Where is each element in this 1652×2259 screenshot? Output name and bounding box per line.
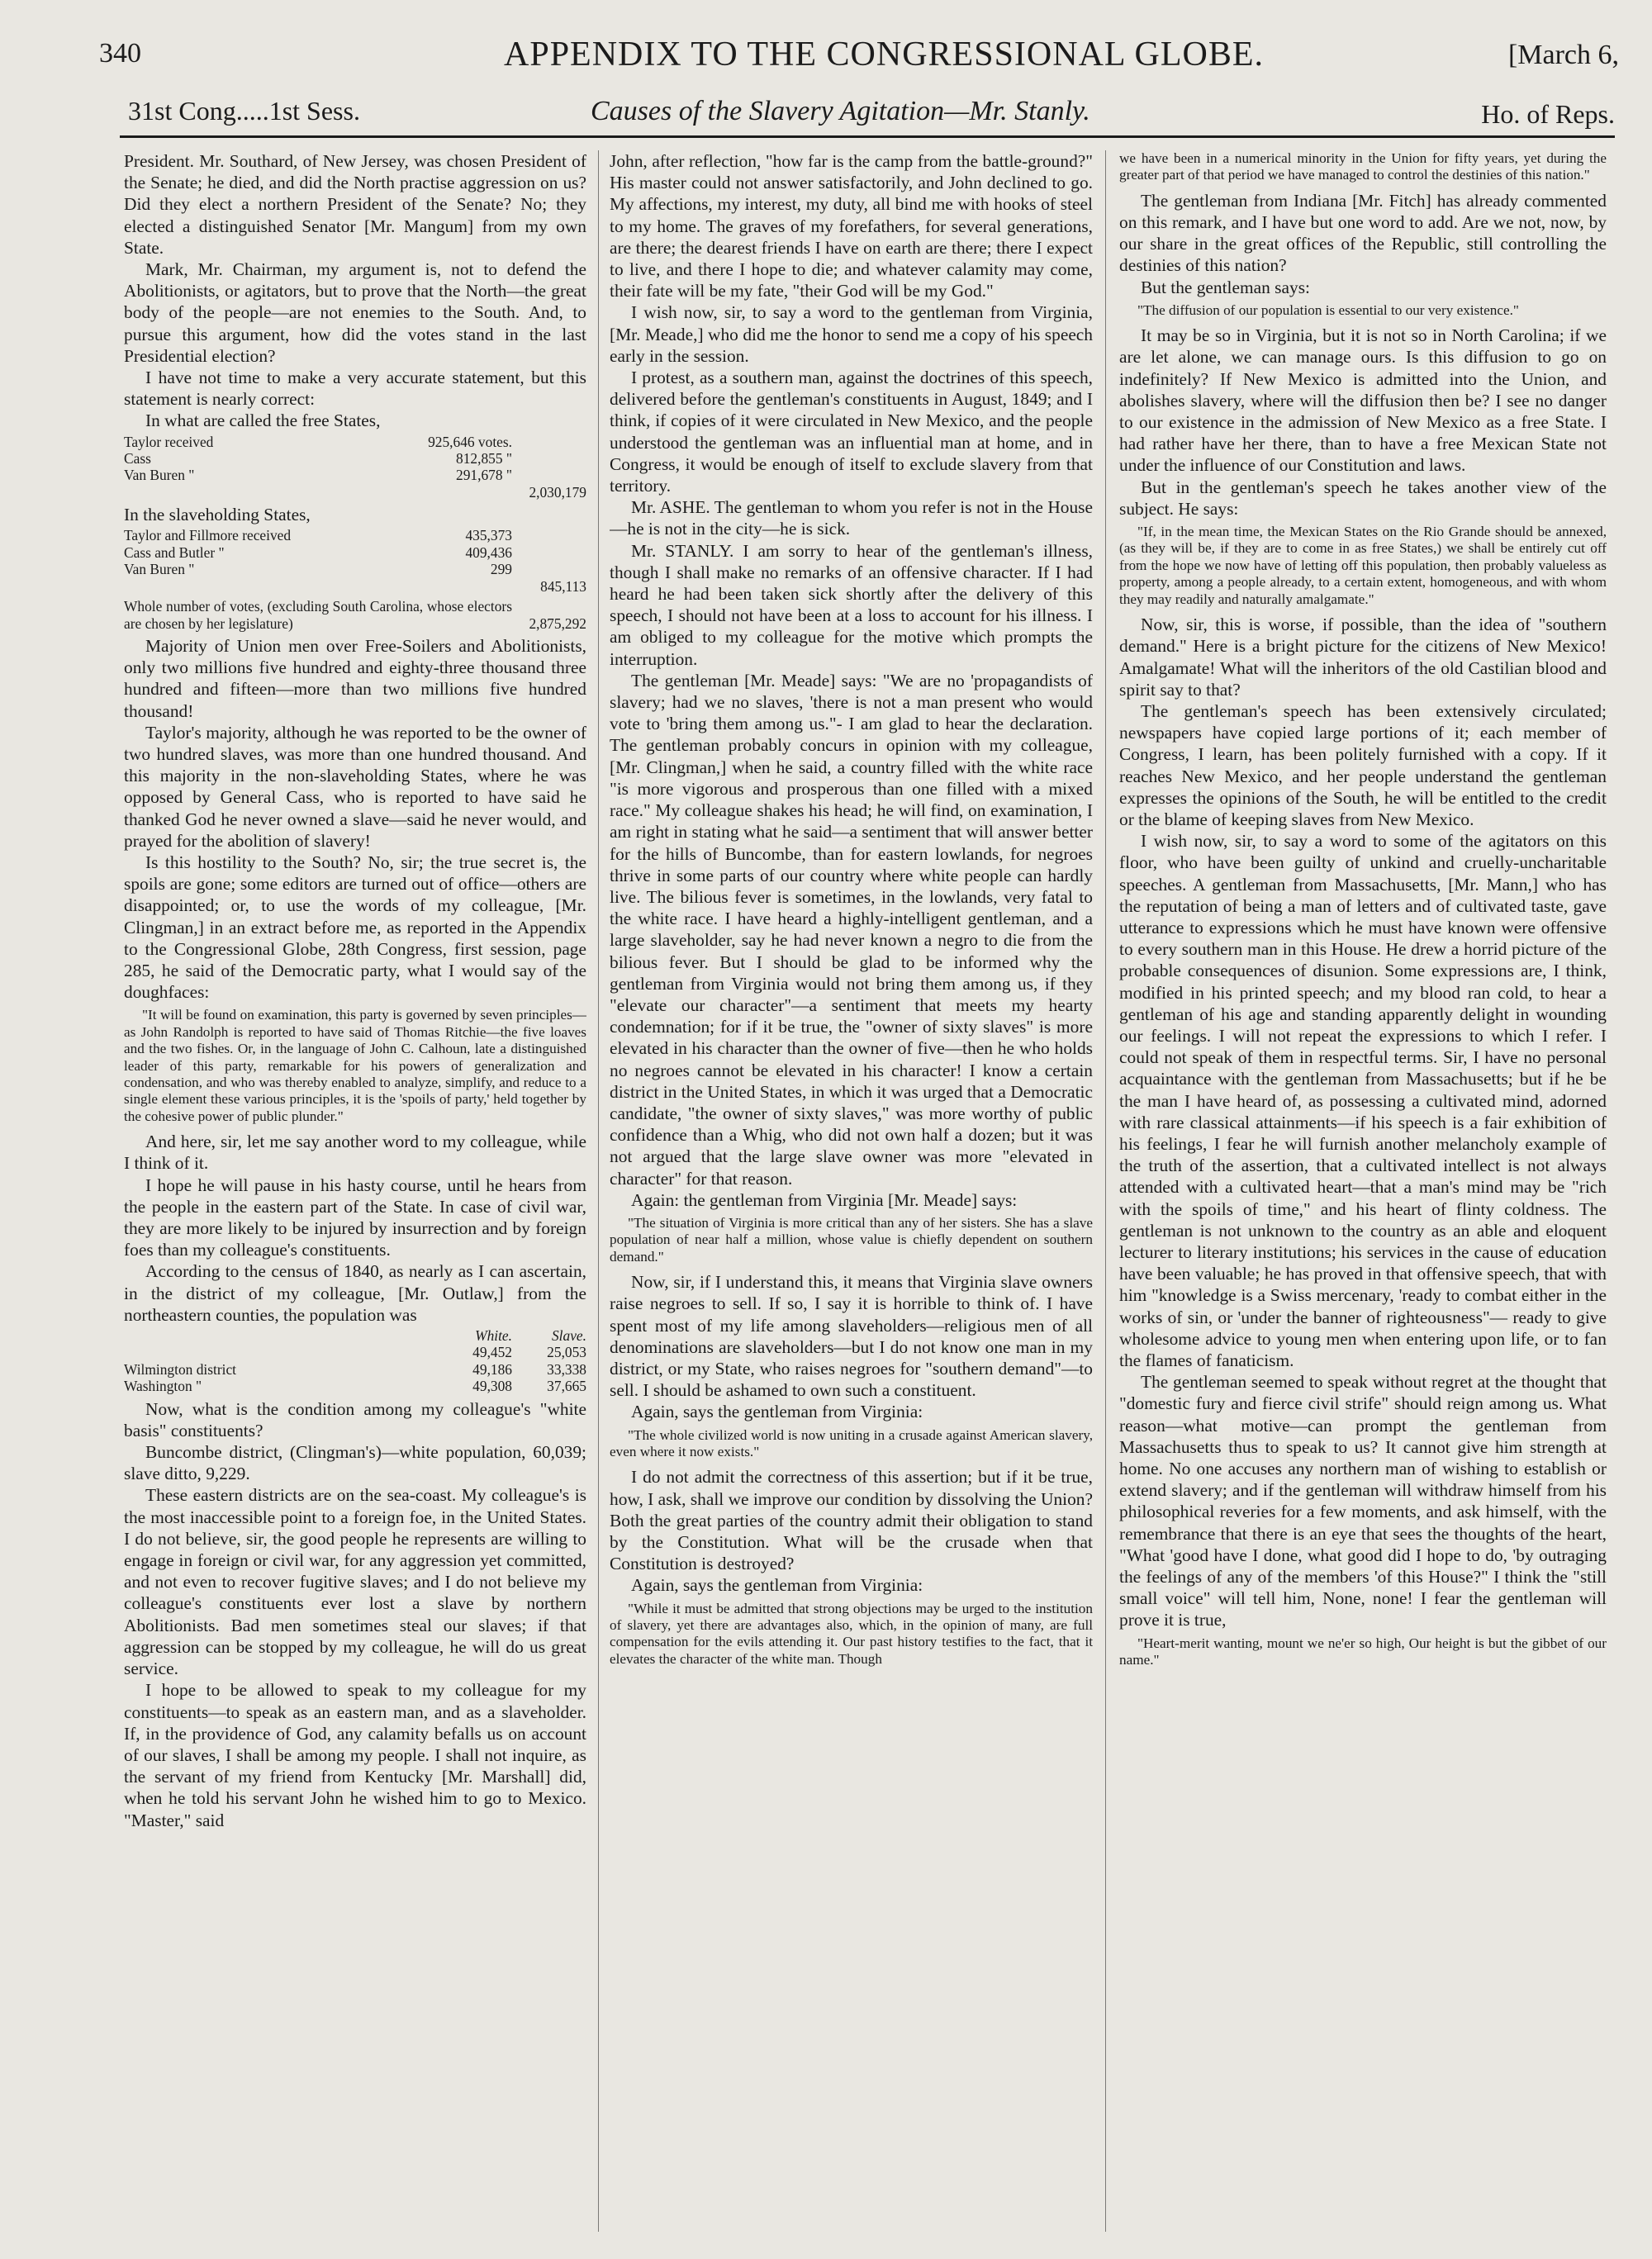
slave-states-table bbox=[124, 527, 586, 595]
column-3 bbox=[1119, 150, 1607, 2240]
vote-count: 299 bbox=[490, 561, 512, 578]
column-header: White. bbox=[475, 1327, 512, 1345]
paragraph: I wish now, sir, to say a word to some of the agitators on this floor, who have been guilty of unkind and cruelly-uncharitable speeches. A gentleman from Massachusetts, [Mr. Mann,] who has the reputation of being a man of letters and of cultivated taste, gave utterance to expressions which he must have known were offensive to every southern man in this House. He drew a horrid picture of the probable consequences of disunion. Some expressions are, I think, modified in his printed speech; and my blood ran cold, to hear a gentleman of his age and standing apparently delight in wounding our feelings. I will not repeat the expressions to which I refer. I could not speak of them in respectful terms. Sir, I have no personal acquaintance with the gentleman from Massachusetts; but if he be the man I have heard of, as possessing a cultivated mind, adorned with rare classical attainments—if his speech is a fair exhibition of his feelings, I fear he will furnish another melancholy example of the truth of the assertion, that a cultivated intellect is not always attended with a cultivated heart—that a man's mind may be "rich with the spoils of time," and his heart of flinty coldness. The gentleman is not unknown to the country as an able and eloquent lecturer to literary institutions; his services in the cause of education have been valuable; he has proved in that offensive speech, that with him "knowledge is a Swiss mercenary, 'ready to combat either in the works of sin, or 'under the banner of righteousness"— ready to give wholesome advice to young men when entering upon life, or to fan the flames of fanaticism. bbox=[1119, 831, 1607, 1370]
paragraph: Mark, Mr. Chairman, my argument is, not to defend the Abolitionists, or agitators, but to prove that the North—the great body of the people—are not enemies to the South. And, to pursue this argument, how did the votes stand in the last Presidential election? bbox=[124, 259, 586, 366]
table-row bbox=[124, 484, 586, 501]
table-row bbox=[124, 527, 586, 543]
table-row bbox=[124, 1378, 586, 1394]
vote-count: 925,646 votes. bbox=[428, 433, 512, 450]
slave-states-total: 845,113 bbox=[540, 577, 586, 595]
table-header-row bbox=[124, 1327, 586, 1344]
candidate-label: Taylor received bbox=[124, 433, 214, 450]
district-label: Wilmington district bbox=[124, 1360, 236, 1378]
column-2 bbox=[610, 150, 1093, 2240]
candidate-label: Cass bbox=[124, 450, 151, 467]
table-row bbox=[124, 467, 586, 483]
paragraph: I hope he will pause in his hasty course, until he hears from the people in the eastern part of the State. In case of civil war, they are more likely to be injured by insurrection and by foreign foes than my colleague's constituents. bbox=[124, 1175, 586, 1260]
slave-states-heading: In the slaveholding States, bbox=[124, 505, 311, 525]
paragraph: But the gentleman says: bbox=[1141, 277, 1310, 297]
vote-count: 409,436 bbox=[465, 543, 512, 561]
white-count: 49,186 bbox=[472, 1360, 512, 1378]
vote-count: 435,373 bbox=[465, 527, 512, 544]
free-states-table bbox=[124, 434, 586, 501]
free-states-heading: In what are called the free States, bbox=[145, 411, 381, 431]
white-count: 49,452 bbox=[472, 1344, 512, 1361]
paragraph: President. Mr. Southard, of New Jersey, was chosen President of the Senate; he died, and did the North practise aggression on us? Did they elect a northern President of the Senate? No; they elected a distinguished Senator [Mr. Mangum] from my own State. bbox=[124, 151, 586, 258]
block-quote: "The diffusion of our population is essential to our very existence." bbox=[1137, 301, 1519, 318]
article-topic: Causes of the Slavery Agitation—Mr. Stanly. bbox=[591, 96, 1090, 126]
district-label: Washington " bbox=[124, 1378, 202, 1395]
slave-count: 25,053 bbox=[547, 1344, 586, 1361]
paragraph: Now, sir, this is worse, if possible, than the idea of "southern demand." Here is a bright picture for the citizens of New Mexico! Amalgamate! What will the inheritors of the old Castilian blood and spirit say to that? bbox=[1119, 615, 1607, 700]
vote-count: 812,855 " bbox=[456, 450, 512, 467]
paragraph: Now, what is the condition among my colleague's "white basis" constituents? bbox=[124, 1398, 586, 1440]
paragraph: And here, sir, let me say another word to my colleague, while I think of it. bbox=[124, 1132, 586, 1174]
census-table bbox=[124, 1327, 586, 1395]
paragraph: Majority of Union men over Free-Soilers and Abolitionists, only two millions five hundred and eighty-three thousand three hundred and fifteen—more than two millions five hundred thousand! bbox=[124, 635, 586, 721]
table-row bbox=[124, 598, 586, 632]
candidate-label: Van Buren " bbox=[124, 467, 195, 484]
whole-vote-label: Whole number of votes, (excluding South Carolina, whose electors are chosen by her legislature) bbox=[124, 598, 512, 632]
column-rule bbox=[598, 150, 599, 2232]
table-row bbox=[124, 1361, 586, 1378]
paragraph: The gentleman [Mr. Meade] says: "We are no 'propagandists of slavery; had we no slaves, 'there is not a man present who would vote to 'bring them among us."- I am glad to hear the declaration. The gentleman probably concurs in opinion with my colleague, [Mr. Clingman,] when he said, a country filled with the white race "is more vigorous and prosperous than one filled with a mixed race." My colleague shakes his head; he will find, on examination, I am right in stating what he said—a sentiment that will answer better for the hills of Buncombe, than for eastern lowlands, for negroes thrive in some parts of our country where white people can hardly live. The bilious fever is sometimes, in the lowlands, very fatal to the white race. I have heard a highly-intelligent gentleman, and a large slaveholder, say he had never known a negro to die from the bilious fever. But I should be glad to be informed why the gentleman from Virginia would not bring them among us, if they "elevate our character"—a sentiment that meets my hearty condemnation; for if it be true, the "owner of sixty slaves" is more elevated in his character than the owner of five—then he who holds no negroes cannot be elevated in his character! I know a certain district in the United States, in which it was urged that a Democratic candidate, "the owner of sixty slaves," was more worthy of public confidence than a Whig, who did not own half a dozen; but it was not argued that the large slave owner was more "elevated in character" for that reason. bbox=[610, 670, 1093, 1189]
paragraph: Again: the gentleman from Virginia [Mr. Meade] says: bbox=[631, 1189, 1018, 1210]
whole-vote-total: 2,875,292 bbox=[529, 615, 586, 632]
publication-title: APPENDIX TO THE CONGRESSIONAL GLOBE. bbox=[504, 36, 1264, 74]
paragraph: Now, sir, if I understand this, it means that Virginia slave owners raise negroes to sell. If so, I say it is horrible to think of. I have spent most of my life among slaveholders—religious men of all denominations are slaveholders—but I do not know one man in my district, or my State, who raises negroes for "southern demand"—to sell. I should be ashamed to own such a constituent. bbox=[610, 1272, 1093, 1401]
table-row bbox=[124, 544, 586, 561]
table-row bbox=[124, 1344, 586, 1360]
house-label: Ho. of Reps. bbox=[1481, 99, 1615, 129]
paragraph: Taylor's majority, although he was reported to be the owner of two hundred slaves, was more than one hundred thousand. And this majority in the non-slaveholding States, where he was opposed by General Cass, who is reported to have said he thanked God he never owned a slave—said he never would, and prayed for the abolition of slavery! bbox=[124, 722, 586, 851]
vote-count: 291,678 " bbox=[456, 467, 512, 484]
block-quote: "If, in the mean time, the Mexican States on the Rio Grande should be annexed, (as they will be, if they are to come in as free States,) we shall be entirely cut off from the hope we now have of letting off this population, then probably valueless as property, among a people already, to a certain extent, homogeneous, and with whom they may readily and naturally amalgamate." bbox=[1119, 524, 1607, 607]
paragraph: These eastern districts are on the sea-coast. My colleague's is the most inaccessible point to a foreign foe, in the United States. I do not believe, sir, the good people he represents are willing to engage in foreign or civil war, for any aggression yet committed, and not even to recover fugitive slaves; and I do not believe my colleague's constituents ever lost a slave by northern Abolitionists. Bad men sometimes steal our slaves; if that aggression can be stopped by my colleague, he will do us great service. bbox=[124, 1485, 586, 1679]
paragraph: The gentleman from Indiana [Mr. Fitch] has already commented on this remark, and I have but one word to add. Are we not, now, by our share in the great offices of the Republic, still controlling the destinies of this nation? bbox=[1119, 190, 1607, 276]
slave-count: 37,665 bbox=[547, 1378, 586, 1395]
block-quote: "The whole civilized world is now uniting in a crusade against American slavery, even where it now exists." bbox=[610, 1426, 1093, 1459]
masthead bbox=[99, 31, 1619, 81]
paragraph: I wish now, sir, to say a word to the gentleman from Virginia, [Mr. Meade,] who did me the honor to send me a copy of his speech early in the session. bbox=[610, 302, 1093, 366]
paragraph: It may be so in Virginia, but it is not so in North Carolina; if we are let alone, we can manage ours. Is this diffusion to go on indefinitely? If New Mexico is admitted into the Union, and abolishes slavery, where will the diffusion then be? I see no danger to our existence in the admission of New Mexico as a free State. I had rather have her there, than to have a free Mexican State not under the influence of our Constitution and laws. bbox=[1119, 325, 1607, 476]
block-quote: "While it must be admitted that strong objections may be urged to the institution of slavery, yet there are advantages also, which, in the opinion of many, are full compensation for the evils attending it. Our past history testifies to the fact, that it elevates the character of the white man. Though bbox=[610, 1600, 1093, 1667]
table-row bbox=[124, 450, 586, 467]
column-rule bbox=[1105, 150, 1106, 2232]
white-count: 49,308 bbox=[472, 1378, 512, 1395]
paragraph: The gentleman seemed to speak without regret at the thought that "domestic fury and fierce civil strife" should reign among us. What reason—what motive—can prompt the gentleman from Massachusetts thus to speak to us? It cannot give him strength at home. No one accuses any northern man of wishing to establish or extend slavery; and if the gentleman will withdraw himself from his philosophical reveries for a few moments, and ask himself, with the remembrance that there is an eye that sees the thoughts of the heart, "What 'good have I done, what good did I hope to do, 'by outraging the feelings of any of the members 'of this House?" I think the "still small voice" will tell him, None, none! I fear the gentleman will prove it is true, bbox=[1119, 1372, 1607, 1630]
candidate-label: Cass and Butler " bbox=[124, 543, 225, 561]
paragraph: Buncombe district, (Clingman's)—white population, 60,039; slave ditto, 9,229. bbox=[124, 1442, 586, 1484]
free-states-total: 2,030,179 bbox=[529, 483, 586, 501]
whole-vote-table bbox=[124, 598, 586, 632]
paragraph: Is this hostility to the South? No, sir; the true secret is, the spoils are gone; some editors are turned out of office—others are disappointed; or, to use the words of my colleague, [Mr. Clingman,] in an extract before me, as reported in the Appendix to the Congressional Globe, 28th Congress, first session, page 285, he said of the Democratic party, what I would say of the doughfaces: bbox=[124, 852, 586, 1003]
session-label: 31st Cong.....1st Sess. bbox=[128, 96, 360, 126]
column-header: Slave. bbox=[551, 1327, 586, 1345]
column-1 bbox=[124, 150, 586, 2240]
page-number: 340 bbox=[99, 38, 141, 69]
table-row bbox=[124, 578, 586, 595]
candidate-label: Taylor and Fillmore received bbox=[124, 527, 292, 544]
paragraph: But in the gentleman's speech he takes another view of the subject. He says: bbox=[1119, 477, 1607, 519]
paragraph: John, after reflection, "how far is the camp from the battle-ground?" His master could not answer satisfactorily, and John declined to go. My affections, my interest, my duty, all bind me with hooks of steel to my home. The graves of my forefathers, for several generations, are there; the dearest friends I have on earth are there; there I expect to live, and there I hope to die; and whatever calamity may come, their fate will be my fate, "their God will be my God." bbox=[610, 151, 1093, 301]
paragraph: I have not time to make a very accurate statement, but this statement is nearly correct: bbox=[124, 368, 586, 410]
table-row bbox=[124, 434, 586, 450]
paragraph: Mr. STANLY. I am sorry to hear of the gentleman's illness, though I shall make no remarks of an offensive character. If I had heard he had been taken sick shortly after the delivery of this speech, I should not have been at a loss to account for his illness. I am obliged to my colleague for the motive which prompts the interruption. bbox=[610, 540, 1093, 669]
paragraph: According to the census of 1840, as nearly as I can ascertain, in the district of my colleague, [Mr. Outlaw,] from the northeastern counties, the population was bbox=[124, 1261, 586, 1325]
paragraph: I do not admit the correctness of this assertion; but if it be true, how, I ask, shall we improve our condition by dissolving the Union? Both the great parties of the country admit their obligation to stand by the Constitution. What will be the crusade when that Constitution is destroyed? bbox=[610, 1467, 1093, 1574]
table-row bbox=[124, 561, 586, 577]
candidate-label: Van Buren " bbox=[124, 561, 195, 578]
paragraph: Again, says the gentleman from Virginia: bbox=[631, 1402, 923, 1422]
issue-date: [March 6, bbox=[1507, 40, 1619, 70]
slave-count: 33,338 bbox=[547, 1360, 586, 1378]
district-label bbox=[124, 1344, 411, 1360]
paragraph: Mr. ASHE. The gentleman to whom you refer is not in the House—he is not in the city—he is sick. bbox=[610, 497, 1093, 539]
block-quote: "It will be found on examination, this party is governed by seven principles—as John Randolph is reported to have said of Thomas Ritchie—the five loaves and the two fishes. Or, in the language of John C. Calhoun, late a distinguished leader of this party, remarkable for his powers of generalization and condensation, and who was thereby enabled to analyze, simplify, and reduce to a single element these various principles, it is the 'spoils of party,' held together by the cohesive power of public plunder." bbox=[124, 1007, 586, 1124]
paragraph: I hope to be allowed to speak to my colleague for my constituents—to speak as an eastern man, and as a slaveholder. If, in the providence of God, any calamity befalls us on account of our slaves, I shall be among my people. I shall not inquire, as the servant of my friend from Kentucky [Mr. Marshall] did, when he told his servant John he wished him to go to Mexico. "Master," said bbox=[124, 1680, 586, 1830]
paragraph: The gentleman's speech has been extensively circulated; newspapers have copied large portions of it; each member of Congress, I learn, has been politely furnished with a copy. If it reaches New Mexico, and her people understand the gentleman expresses the opinions of the South, he will be entitled to the credit or the blame of keeping slaves from New Mexico. bbox=[1119, 700, 1607, 829]
verse-quote: "Heart-merit wanting, mount we ne'er so high, Our height is but the gibbet of our name." bbox=[1119, 1635, 1607, 1668]
paragraph: Again, says the gentleman from Virginia: bbox=[631, 1575, 923, 1596]
running-header bbox=[120, 89, 1615, 138]
block-quote: we have been in a numerical minority in the Union for fifty years, yet during the greater part of that period we have managed to control the destinies of this nation." bbox=[1119, 150, 1607, 183]
paragraph: I protest, as a southern man, against the doctrines of this speech, delivered before the gentleman's constituents in August, 1849; and I think, if copies of it were circulated in New Mexico, and the people understood the gentleman was an influential man at home, and in Congress, it would be enough of itself to exclude slavery from that territory. bbox=[610, 368, 1093, 496]
block-quote: "The situation of Virginia is more critical than any of her sisters. She has a slave population of near half a million, whose value is chiefly dependent on southern demand." bbox=[610, 1214, 1093, 1265]
